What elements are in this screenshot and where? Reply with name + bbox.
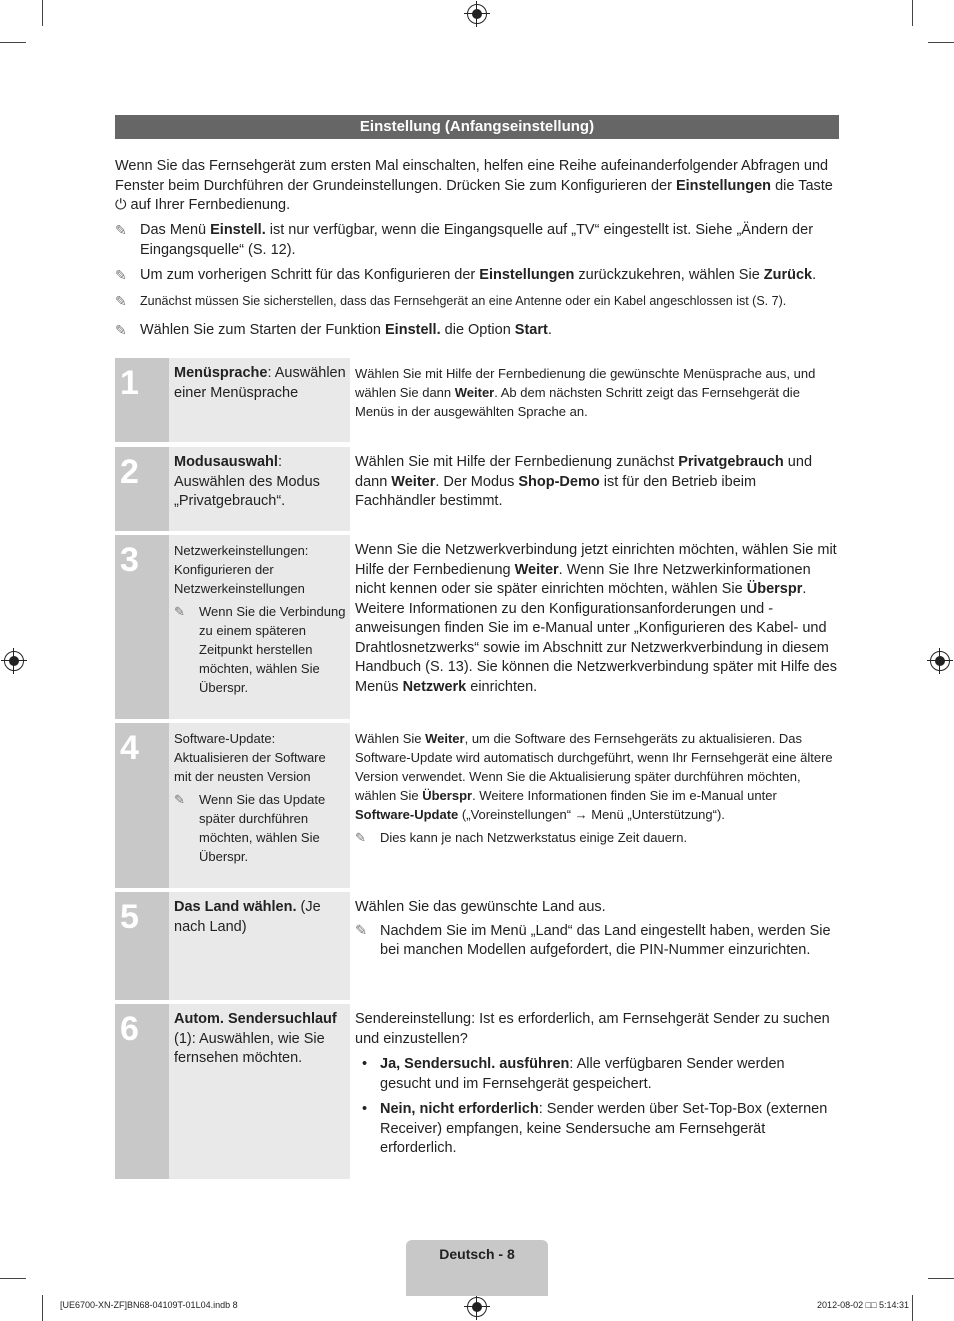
step-number: 4 <box>115 723 169 888</box>
registration-mark-icon <box>4 651 24 671</box>
step-number: 5 <box>115 892 169 1000</box>
section-title: Einstellung (Anfangseinstellung) <box>115 115 839 139</box>
note-3: ✎ Zunächst müssen Sie sicherstellen, dass das Fernsehgerät an eine Antenne oder ein Kabel angeschlossen ist (S. 7). <box>115 292 840 312</box>
print-file-info: [UE6700-XN-ZF]BN68-04109T-01L04.indb 8 <box>60 1300 238 1310</box>
step-number: 6 <box>115 1004 169 1179</box>
step-number: 2 <box>115 447 169 531</box>
crop-mark <box>0 1278 26 1279</box>
step-description: Sendereinstellung: Ist es erforderlich, am Fernsehgerät Sender zu suchen und einzustellen? • Ja, Sendersuchl. ausführen: Alle verfügbaren Sender werden gesucht und im Fernsehgerät gespeichert. • Nein, nicht erforderlich: Sender werden über Set-Top-Box (externen Receiver) empfangen, keine Sendersuche am Fernsehgerät erforderlich. <box>355 1004 837 1159</box>
step-label: Software-Update: Aktualisieren der Software mit der neusten Version ✎ Wenn Sie das Update später durchführen möchten, wählen Sie Überspr. <box>169 723 350 888</box>
note-pen-icon: ✎ <box>355 922 368 939</box>
step-description: Wählen Sie mit Hilfe der Fernbedienung zunächst Privatgebrauch und dann Weiter. Der Modus Shop-Demo ist für den Betrieb ibeim Fachhändler bestimmt. <box>355 454 813 509</box>
step-label: Autom. Sendersuchlauf (1): Auswählen, wie Sie fernsehen möchten. <box>169 1004 350 1179</box>
crop-mark <box>42 1295 43 1321</box>
crop-mark <box>928 42 954 43</box>
step-label: Menüsprache: Auswählen einer Menüsprache <box>169 358 350 442</box>
registration-mark-icon <box>930 651 950 671</box>
note-pen-icon: ✎ <box>355 830 366 845</box>
step-row-5 <box>115 892 839 1000</box>
intro-paragraph: Wenn Sie das Fernsehgerät zum ersten Mal einschalten, helfen eine Reihe aufeinanderfolgender Abfragen und Fenster beim Durchführen der Grundeinstellungen. Drücken Sie zum Konfigurieren der Einstellungen die Taste ⏻ auf Ihrer Fernbedienung. <box>115 158 833 213</box>
step-row-2 <box>115 447 839 531</box>
step-row-3 <box>115 535 839 719</box>
bullet-item: • Ja, Sendersuchl. ausführen: Alle verfügbaren Sender werden gesucht und im Fernsehgerät gespeichert. <box>355 1055 837 1094</box>
note-pen-icon: ✎ <box>115 267 127 283</box>
page-number-tab: Deutsch - 8 <box>406 1240 548 1296</box>
note-1: ✎ Das Menü Einstell. ist nur verfügbar, wenn die Eingangsquelle auf „TV“ eingestellt ist. Siehe „Ändern der Eingangsquelle“ (S. 12). <box>115 222 814 258</box>
bullet-item: • Nein, nicht erforderlich: Sender werden über Set-Top-Box (externen Receiver) empfangen, keine Sendersuche am Fernsehgerät erforderlich. <box>355 1100 837 1159</box>
crop-mark <box>928 1278 954 1279</box>
step-label: Das Land wählen. (Je nach Land) <box>169 892 350 1000</box>
step-description: Wählen Sie Weiter, um die Software des Fernsehgeräts zu aktualisieren. Das Software-Update wird automatisch durchgeführt, wenn Ihr Fernsehgerät eine ältere Version verwendet. Wenn Sie die Aktualisierung später durchführen möchten, wählen Sie Überspr. Weitere Informationen finden Sie im e-Manual unter Software-Update („Voreinstellungen“ → Menü „Unterstützung“). ✎ Dies kann je nach Netzwerkstatus einige Zeit dauern. <box>355 731 833 845</box>
print-date-info: 2012-08-02 □□ 5:14:31 <box>817 1300 909 1310</box>
note-pen-icon: ✎ <box>174 792 185 807</box>
crop-mark <box>912 1295 913 1321</box>
step-description: Wählen Sie das gewünschte Land aus. ✎ Nachdem Sie im Menü „Land“ das Land eingestellt haben, werden Sie bei manchen Modellen aufgefordert, die PIN-Nummer einzurichten. <box>355 899 831 958</box>
step-row-6 <box>115 1004 839 1179</box>
step-description: Wenn Sie die Netzwerkverbindung jetzt einrichten möchten, wählen Sie mit Hilfe der Fernbedienung Weiter. Wenn Sie Ihre Netzwerkinformationen nicht kennen oder sie später einrichten möchten, wählen Sie Überspr. Weitere Informationen zu den Konfigurationsanforderungen und -anweisungen finden Sie im e-Manual unter „Konfigurieren des Kabel- und Drahtlosnetzwerks“ sowie im Abschnitt zur Netzwerkverbindung in diesem Handbuch (S. 13). Sie können die Netzwerkverbindung später mit Hilfe des Menüs Netzwerk einrichten. <box>355 542 837 695</box>
step-number: 3 <box>115 535 169 719</box>
note-pen-icon: ✎ <box>174 604 185 619</box>
note-4: ✎ Wählen Sie zum Starten der Funktion Einstell. die Option Start. <box>115 321 840 341</box>
note-pen-icon: ✎ <box>115 322 127 338</box>
step-row-4 <box>115 723 839 888</box>
crop-mark <box>912 0 913 26</box>
note-pen-icon: ✎ <box>115 293 127 309</box>
step-label: Modusauswahl: Auswählen des Modus „Privatgebrauch“. <box>169 447 350 531</box>
note-pen-icon: ✎ <box>115 222 127 238</box>
crop-mark <box>42 0 43 26</box>
note-2: ✎ Um zum vorherigen Schritt für das Konfigurieren der Einstellungen zurückzukehren, wählen Sie Zurück. <box>115 266 840 286</box>
crop-mark <box>0 42 26 43</box>
step-row-1 <box>115 358 839 442</box>
registration-mark-icon <box>467 1297 487 1317</box>
registration-mark-icon <box>467 4 487 24</box>
step-number: 1 <box>115 358 169 442</box>
step-label: Netzwerkeinstellungen: Konfigurieren der Netzwerkeinstellungen ✎ Wenn Sie die Verbindung zu einem späteren Zeitpunkt herstellen möchten, wählen Sie Überspr. <box>169 535 350 719</box>
step-description: Wählen Sie mit Hilfe der Fernbedienung die gewünschte Menüsprache aus, und wählen Sie dann Weiter. Ab dem nächsten Schritt zeigt das Fernsehgerät die Menüs in der ausgewählten Sprache an. <box>355 366 816 419</box>
power-icon: ⏻ <box>115 197 127 213</box>
